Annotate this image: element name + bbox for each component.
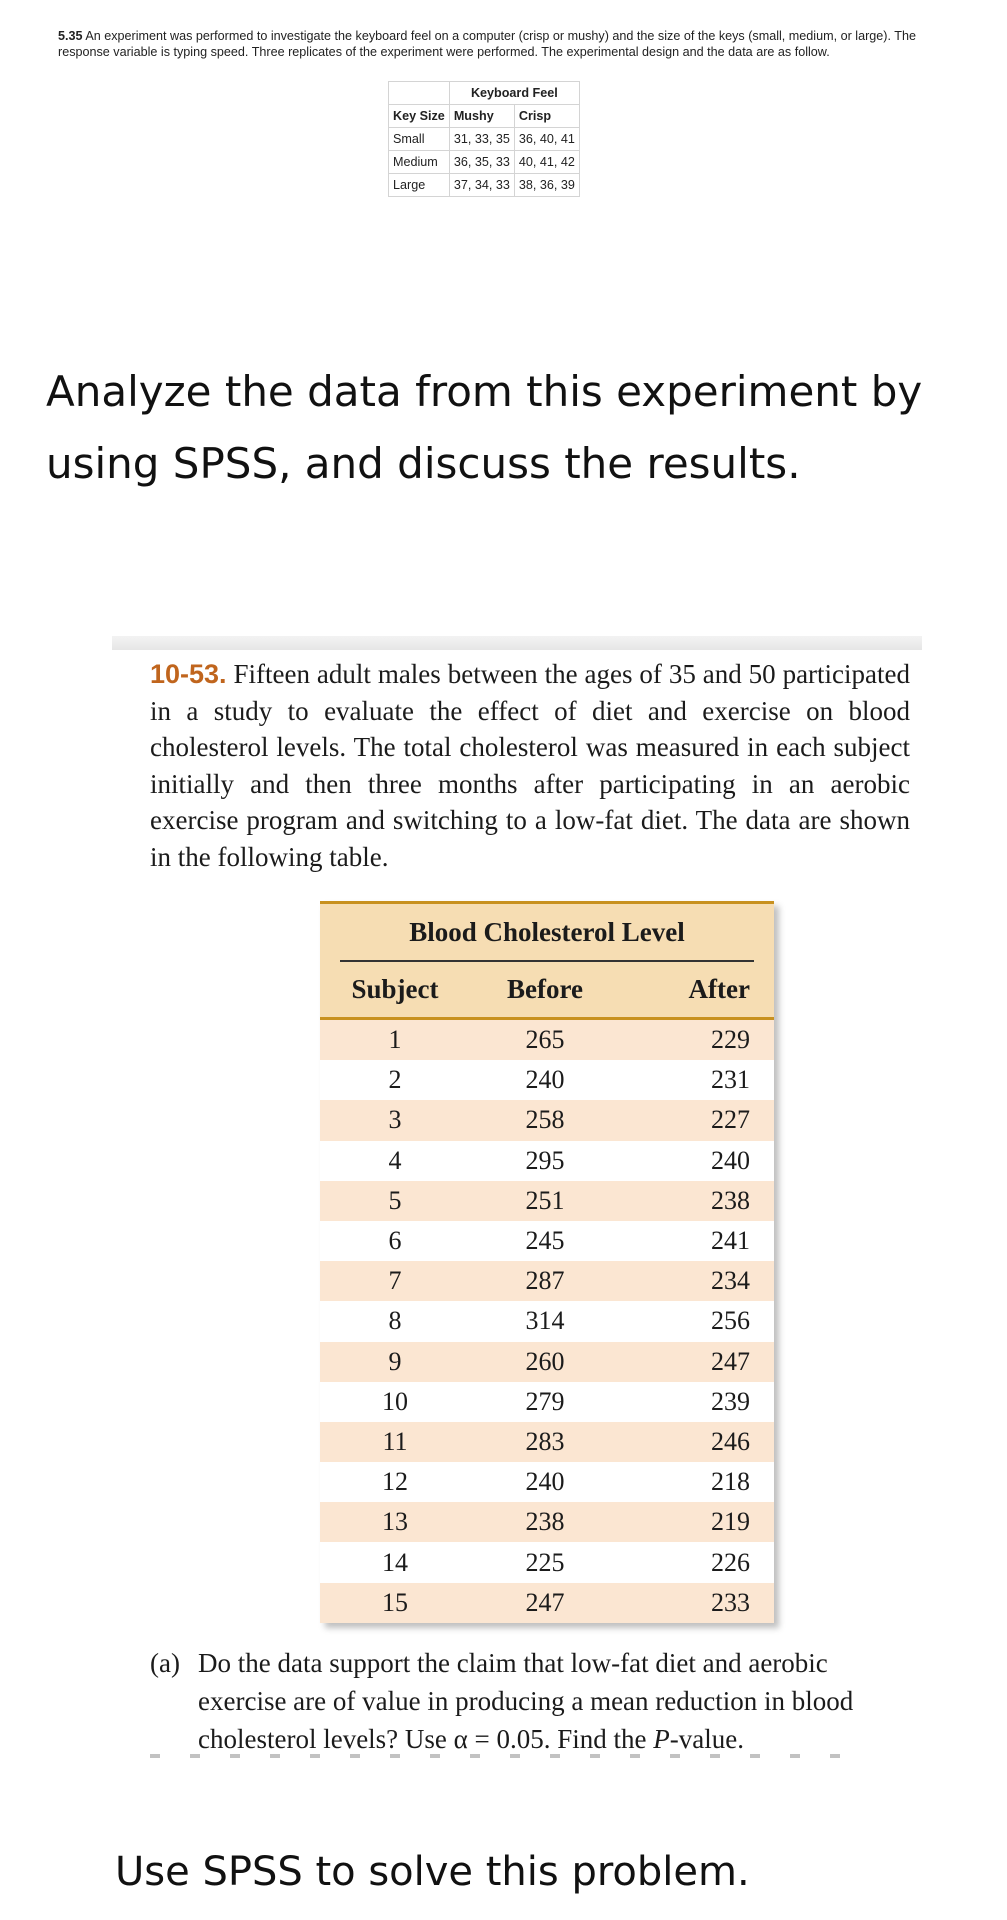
- cell-after: 218: [711, 1467, 750, 1497]
- col-after: After: [688, 974, 750, 1004]
- cell-subject: 8: [388, 1306, 402, 1336]
- table-row: [389, 151, 580, 174]
- cell-subject: 1: [388, 1025, 402, 1055]
- cell-crisp: 36, 40, 41: [514, 128, 579, 151]
- cell-before: 279: [525, 1386, 565, 1416]
- cell-before: 295: [525, 1145, 565, 1175]
- problem-535-number: 5.35: [58, 29, 83, 43]
- table-row: [320, 1020, 774, 1060]
- table-row: [320, 1462, 774, 1502]
- problem-1053-text: Fifteen adult males between the ages of 35 and 50 participated in a study to evaluate the effect of diet and exercise on blood cholesterol levels. The total cholesterol was measured in each subject initially and then three months after participating in an aerobic exercise program and switching to a low-fat diet. The data are shown in the following table.: [150, 659, 911, 872]
- table-row: [320, 1342, 774, 1382]
- cell-after: 240: [711, 1145, 750, 1175]
- col-crisp: Crisp: [514, 105, 579, 128]
- cell-before: 240: [525, 1467, 565, 1497]
- cell-before: 287: [525, 1266, 565, 1296]
- cholesterol-table-body: [320, 1020, 774, 1623]
- problem-535: [58, 28, 938, 60]
- cell-subject: 3: [388, 1105, 402, 1135]
- cell-subject: 6: [388, 1226, 402, 1256]
- cell-before: 251: [525, 1185, 565, 1215]
- cell-after: 247: [711, 1346, 750, 1376]
- cell-before: 247: [525, 1587, 565, 1617]
- table-row: [320, 1502, 774, 1542]
- cell-size: Large: [389, 174, 450, 197]
- problem-1053-number: 10-53.: [150, 659, 227, 689]
- cholesterol-table-title: Blood Cholesterol Level: [340, 904, 754, 962]
- cell-before: 225: [525, 1547, 565, 1577]
- cell-before: 258: [525, 1105, 565, 1135]
- cell-mushy: 31, 33, 35: [449, 128, 514, 151]
- cholesterol-column-row: [320, 962, 774, 1017]
- cell-before: 260: [525, 1346, 565, 1376]
- cell-before: 283: [525, 1426, 565, 1456]
- cell-subject: 12: [382, 1467, 408, 1497]
- cell-before: 314: [525, 1306, 565, 1336]
- cholesterol-table: [320, 901, 774, 1623]
- cell-after: 234: [711, 1266, 750, 1296]
- cell-subject: 11: [382, 1426, 408, 1456]
- cell-after: 238: [711, 1185, 750, 1215]
- prompt-use-spss: Use SPSS to solve this problem.: [115, 1849, 750, 1895]
- cell-subject: 2: [388, 1065, 402, 1095]
- cell-size: Small: [389, 128, 450, 151]
- table-row: [320, 1221, 774, 1261]
- keyboard-feel-table: [388, 81, 580, 197]
- part-a-text: [198, 1644, 910, 1758]
- scan-edge: [112, 636, 922, 650]
- cell-size: Medium: [389, 151, 450, 174]
- cell-subject: 14: [382, 1547, 408, 1577]
- cell-after: 239: [711, 1386, 750, 1416]
- cell-subject: 13: [382, 1507, 408, 1537]
- cell-after: 233: [711, 1587, 750, 1617]
- cell-subject: 15: [382, 1587, 408, 1617]
- part-a-text-main: Do the data support the claim that low-fat diet and aerobic exercise are of value in producing a mean reduction in blood cholesterol levels? Use α = 0.05. Find the: [198, 1648, 854, 1754]
- table-row: [320, 1100, 774, 1140]
- col-mushy: Mushy: [449, 105, 514, 128]
- col-key-size: Key Size: [389, 105, 450, 128]
- cell-after: 246: [711, 1426, 750, 1456]
- table-row: [320, 1181, 774, 1221]
- part-a-text-end: -value.: [669, 1724, 745, 1754]
- table-row: [320, 1060, 774, 1100]
- table-row: [320, 1141, 774, 1181]
- cell-before: 245: [525, 1226, 565, 1256]
- cell-subject: 7: [388, 1266, 402, 1296]
- cell-before: 240: [525, 1065, 565, 1095]
- table-row: [389, 174, 580, 197]
- cell-mushy: 37, 34, 33: [449, 174, 514, 197]
- table-row: [389, 128, 580, 151]
- cell-after: 226: [711, 1547, 750, 1577]
- cell-crisp: 38, 36, 39: [514, 174, 579, 197]
- cell-subject: 9: [388, 1346, 402, 1376]
- table-row: [320, 1301, 774, 1341]
- table-row: [320, 1422, 774, 1462]
- group-header: Keyboard Feel: [449, 82, 579, 105]
- prompt-analyze: Analyze the data from this experiment by using SPSS, and discuss the results.: [46, 367, 923, 488]
- cell-after: 241: [711, 1226, 750, 1256]
- part-a-label: (a): [150, 1648, 180, 1678]
- cell-subject: 4: [388, 1145, 402, 1175]
- table-column-row: [389, 105, 580, 128]
- cell-after: 231: [711, 1065, 750, 1095]
- cell-before: 238: [525, 1507, 565, 1537]
- problem-1053-part-a: [150, 1644, 910, 1758]
- cell-subject: 5: [388, 1185, 402, 1215]
- table-header-row: [389, 82, 580, 105]
- problem-1053: [150, 656, 910, 875]
- table-row: [320, 1583, 774, 1623]
- problem-535-text: An experiment was performed to investigate the keyboard feel on a computer (crisp or mushy) and the size of the keys (small, medium, or large). The response variable is typing speed. Three replicates of the experiment were performed. The experimental design and the data are as follow.: [58, 29, 916, 59]
- cell-before: 265: [525, 1025, 565, 1055]
- cell-after: 229: [711, 1025, 750, 1055]
- cell-after: 227: [711, 1105, 750, 1135]
- cell-after: 256: [711, 1306, 750, 1336]
- table-row: [320, 1542, 774, 1582]
- cell-crisp: 40, 41, 42: [514, 151, 579, 174]
- table-row: [320, 1382, 774, 1422]
- scan-cutoff-line: [150, 1754, 870, 1758]
- cell-subject: 10: [382, 1386, 408, 1416]
- cell-after: 219: [711, 1507, 750, 1537]
- table-row: [320, 1261, 774, 1301]
- col-subject: Subject: [351, 974, 439, 1004]
- part-a-p-symbol: P: [653, 1724, 670, 1754]
- cell-mushy: 36, 35, 33: [449, 151, 514, 174]
- cholesterol-table-header: [320, 901, 774, 1020]
- col-before: Before: [507, 974, 583, 1004]
